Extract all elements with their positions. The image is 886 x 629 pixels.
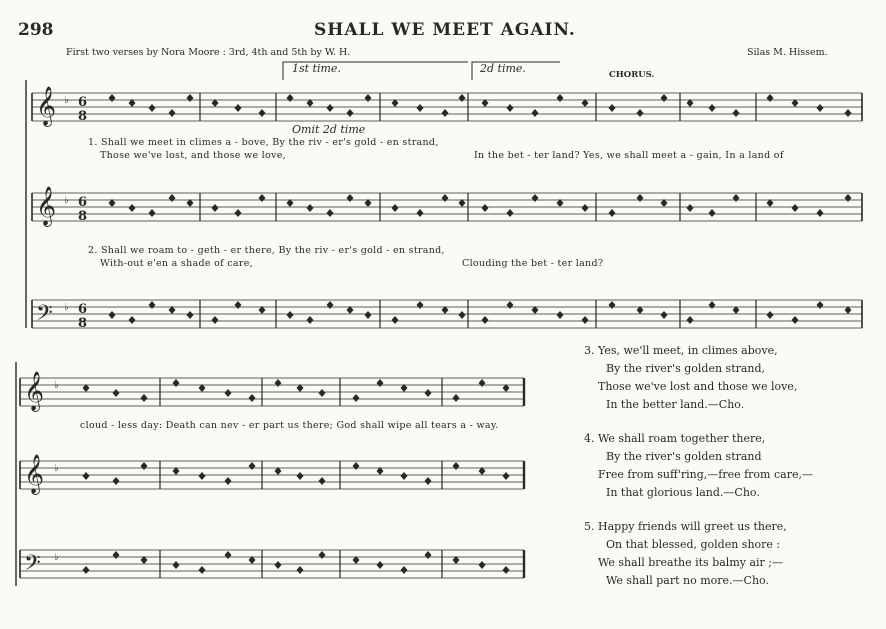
- verse-number: 4.: [584, 432, 595, 445]
- note-head: [661, 94, 668, 102]
- note-head: [482, 204, 489, 212]
- verse-number: 3.: [584, 344, 595, 357]
- note-head: [169, 109, 176, 117]
- lyrics-verse1-ending: In the bet - ter land? Yes, we shall meet a - gain, In a land of: [474, 150, 784, 161]
- song-title: SHALL WE MEET AGAIN.: [314, 20, 576, 40]
- note-head: [249, 462, 256, 470]
- note-head: [347, 109, 354, 117]
- first-ending-label: 1st time.: [292, 62, 341, 75]
- note-head: [507, 301, 514, 309]
- note-head: [113, 551, 120, 559]
- flat-icon: ♭: [54, 463, 59, 474]
- note-head: [532, 109, 539, 117]
- note-head: [425, 477, 432, 485]
- note-head: [149, 301, 156, 309]
- note-head: [129, 316, 136, 324]
- lyrics-chorus-line: cloud - less day: Death can nev - er part us there; God shall wipe all tears a - way.: [80, 420, 499, 431]
- note-head: [319, 389, 326, 397]
- flat-icon: ♭: [64, 195, 69, 206]
- note-head: [141, 394, 148, 402]
- note-head: [249, 394, 256, 402]
- time-signature: 8: [78, 109, 88, 124]
- note-head: [425, 389, 432, 397]
- note-head: [199, 472, 206, 480]
- time-signature: 6: [78, 95, 88, 110]
- note-head: [327, 104, 334, 112]
- flat-icon: ♭: [64, 302, 69, 313]
- composer-credit: Silas M. Hissem.: [747, 47, 828, 58]
- note-head: [637, 194, 644, 202]
- verse-line: By the river's golden strand: [606, 450, 762, 463]
- note-head: [845, 109, 852, 117]
- note-head: [687, 316, 694, 324]
- note-head: [459, 311, 466, 319]
- note-head: [482, 316, 489, 324]
- note-head: [83, 472, 90, 480]
- time-signature: 8: [78, 316, 88, 331]
- note-head: [767, 311, 774, 319]
- note-head: [347, 194, 354, 202]
- note-head: [173, 379, 180, 387]
- note-head: [377, 561, 384, 569]
- note-head: [113, 477, 120, 485]
- note-head: [113, 389, 120, 397]
- lyrics-verse1-line-b: Those we've lost, and those we love,: [100, 150, 286, 161]
- note-head: [319, 551, 326, 559]
- omit-second-time-label: Omit 2d time: [292, 123, 366, 136]
- note-head: [479, 379, 486, 387]
- note-head: [792, 316, 799, 324]
- note-head: [297, 566, 304, 574]
- note-head: [609, 301, 616, 309]
- flat-icon: ♭: [64, 95, 69, 106]
- verse-line: We shall breathe its balmy air ;—: [598, 556, 783, 569]
- note-head: [453, 394, 460, 402]
- note-head: [442, 109, 449, 117]
- note-head: [129, 204, 136, 212]
- verse-4: [584, 430, 813, 502]
- verse-3: [584, 342, 797, 414]
- second-ending-label: 2d time.: [480, 62, 526, 75]
- note-head: [141, 462, 148, 470]
- verse-line: In that glorious land.—Cho.: [606, 486, 760, 499]
- note-head: [582, 316, 589, 324]
- note-head: [507, 104, 514, 112]
- note-head: [287, 311, 294, 319]
- note-head: [479, 561, 486, 569]
- flat-icon: ♭: [54, 380, 59, 391]
- note-head: [187, 311, 194, 319]
- note-head: [83, 566, 90, 574]
- note-head: [212, 204, 219, 212]
- note-head: [459, 94, 466, 102]
- verse-line: Yes, we'll meet, in climes above,: [598, 344, 778, 357]
- verse-line: On that blessed, golden shore :: [606, 538, 781, 551]
- note-head: [609, 104, 616, 112]
- time-signature: 6: [78, 302, 88, 317]
- note-head: [149, 209, 156, 217]
- note-head: [365, 311, 372, 319]
- verse-line: By the river's golden strand,: [606, 362, 766, 375]
- note-head: [169, 194, 176, 202]
- note-head: [401, 472, 408, 480]
- note-head: [275, 379, 282, 387]
- treble-clef-icon: 𝄞: [36, 86, 57, 126]
- note-head: [225, 389, 232, 397]
- verse-line: We shall part no more.—Cho.: [606, 574, 769, 587]
- note-head: [417, 104, 424, 112]
- note-head: [817, 104, 824, 112]
- note-head: [353, 462, 360, 470]
- note-head: [401, 566, 408, 574]
- note-head: [297, 472, 304, 480]
- time-signature: 6: [78, 195, 88, 210]
- note-head: [319, 477, 326, 485]
- note-head: [109, 94, 116, 102]
- lyrics-verse2-line-b: With-out e'en a shade of care,: [100, 258, 253, 269]
- note-head: [709, 301, 716, 309]
- note-head: [225, 477, 232, 485]
- note-head: [845, 194, 852, 202]
- note-head: [817, 301, 824, 309]
- note-head: [353, 394, 360, 402]
- note-head: [532, 194, 539, 202]
- verse-5: [584, 518, 787, 590]
- note-head: [425, 551, 432, 559]
- note-head: [417, 209, 424, 217]
- note-head: [365, 94, 372, 102]
- note-head: [792, 204, 799, 212]
- note-head: [609, 209, 616, 217]
- note-head: [507, 209, 514, 217]
- note-head: [557, 94, 564, 102]
- note-head: [187, 94, 194, 102]
- note-head: [709, 209, 716, 217]
- note-head: [637, 109, 644, 117]
- bass-clef-icon: 𝄢: [36, 301, 53, 331]
- lyrics-verse2-line-a: 2. Shall we roam to - geth - er there, By the riv - er's gold - en strand,: [88, 245, 445, 256]
- note-head: [327, 301, 334, 309]
- note-head: [287, 94, 294, 102]
- verse-line: In the better land.—Cho.: [606, 398, 745, 411]
- note-head: [442, 194, 449, 202]
- note-head: [307, 316, 314, 324]
- note-head: [503, 472, 510, 480]
- note-head: [327, 209, 334, 217]
- verse-line: Free from suff'ring,—free from care,—: [598, 468, 813, 481]
- page-number: 298: [18, 20, 54, 40]
- verse-line: Those we've lost and those we love,: [598, 380, 798, 393]
- note-head: [817, 209, 824, 217]
- bass-clef-icon: 𝄢: [24, 551, 41, 581]
- note-head: [149, 104, 156, 112]
- note-head: [259, 194, 266, 202]
- note-head: [733, 109, 740, 117]
- note-head: [259, 109, 266, 117]
- note-head: [307, 204, 314, 212]
- note-head: [199, 566, 206, 574]
- note-head: [687, 204, 694, 212]
- note-head: [275, 561, 282, 569]
- note-head: [767, 94, 774, 102]
- note-head: [377, 379, 384, 387]
- note-head: [235, 301, 242, 309]
- chorus-label: CHORUS.: [609, 70, 655, 80]
- note-head: [557, 311, 564, 319]
- note-head: [503, 566, 510, 574]
- note-head: [661, 311, 668, 319]
- verse-line: We shall roam together there,: [598, 432, 766, 445]
- note-head: [392, 316, 399, 324]
- note-head: [582, 204, 589, 212]
- lyrics-verse2-ending: Clouding the bet - ter land?: [462, 258, 604, 269]
- treble-clef-icon: 𝄞: [24, 454, 45, 494]
- note-head: [733, 194, 740, 202]
- note-head: [453, 462, 460, 470]
- verse-number: 5.: [584, 520, 595, 533]
- flat-icon: ♭: [54, 552, 59, 563]
- note-head: [235, 104, 242, 112]
- treble-clef-icon: 𝄞: [36, 186, 57, 226]
- treble-clef-icon: 𝄞: [24, 371, 45, 411]
- note-head: [235, 209, 242, 217]
- note-head: [417, 301, 424, 309]
- note-head: [392, 204, 399, 212]
- note-head: [225, 551, 232, 559]
- note-head: [212, 316, 219, 324]
- lyricist-credit: First two verses by Nora Moore : 3rd, 4th and 5th by W. H.: [66, 47, 351, 58]
- lyrics-verse1-line-a: 1. Shall we meet in climes a - bove, By the riv - er's gold - en strand,: [88, 137, 439, 148]
- note-head: [109, 311, 116, 319]
- verse-line: Happy friends will greet us there,: [598, 520, 787, 533]
- time-signature: 8: [78, 209, 88, 224]
- note-head: [709, 104, 716, 112]
- note-head: [173, 561, 180, 569]
